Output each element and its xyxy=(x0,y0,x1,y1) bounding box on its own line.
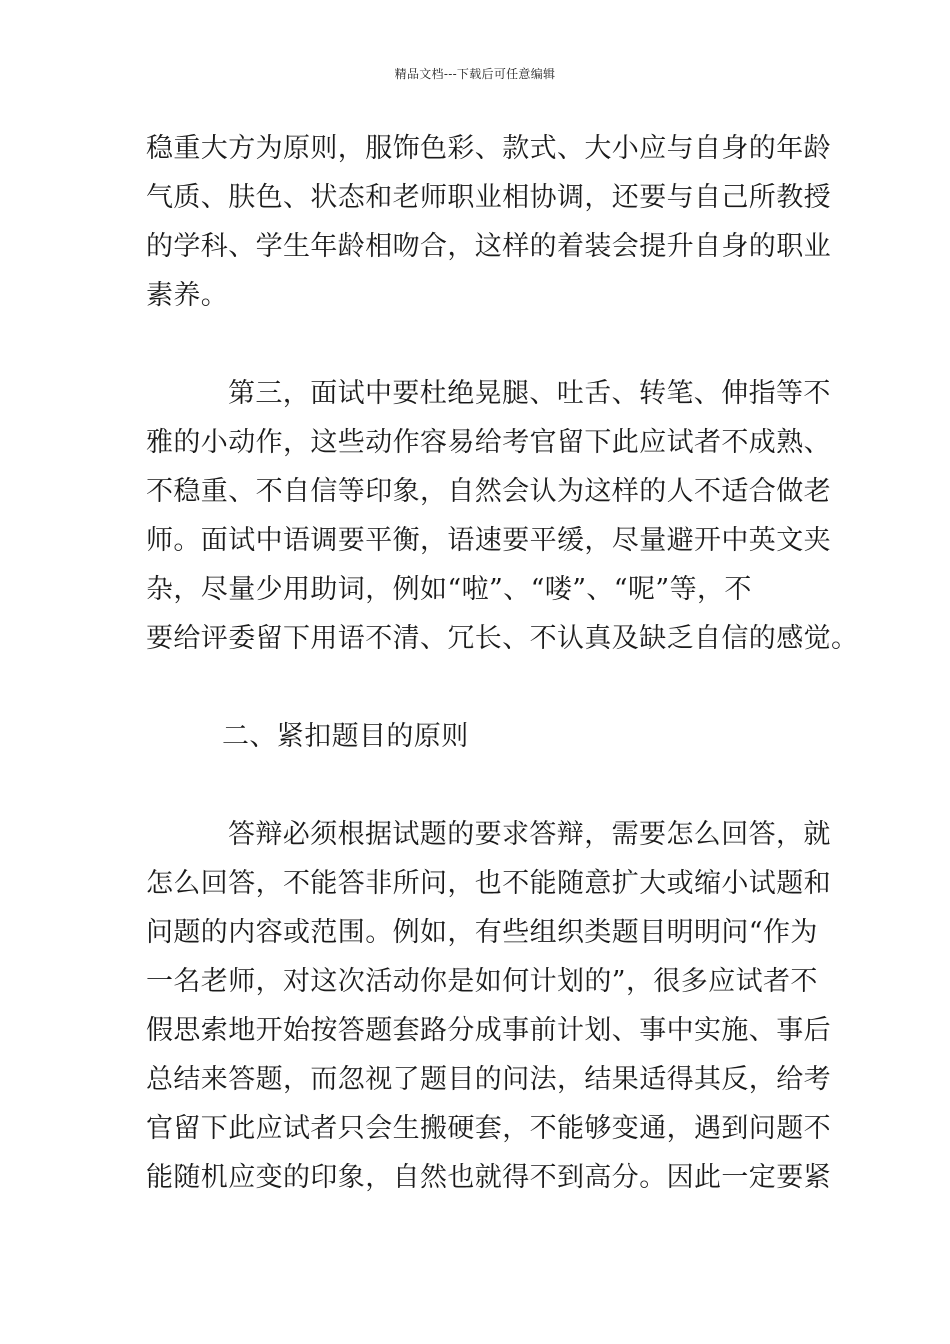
paragraph-line: 答辩必须根据试题的要求答辩，需要怎么回答，就 xyxy=(228,819,831,850)
paragraph-line: 怎么回答，不能答非所问，也不能随意扩大或缩小试题和 xyxy=(146,868,831,899)
paragraph-line: 杂，尽量少用助词，例如“啦”、“喽”、“呢”等，不 xyxy=(146,574,752,605)
paragraph-line: 的学科、学生年龄相吻合，这样的着装会提升自身的职业 xyxy=(146,231,831,262)
paragraph-line: 不稳重、不自信等印象，自然会认为这样的人不适合做老 xyxy=(146,476,831,507)
paragraph-3 xyxy=(146,810,831,1202)
paragraph-spacer xyxy=(146,320,808,369)
paragraph-line: 稳重大方为原则，服饰色彩、款式、大小应与自身的年龄 xyxy=(146,133,831,164)
paragraph-line: 要给评委留下用语不清、冗长、不认真及缺乏自信的感觉。 xyxy=(146,623,859,654)
page-header: 精品文档---下载后可任意编辑 xyxy=(394,67,556,81)
paragraph-line: 雅的小动作，这些动作容易给考官留下此应试者不成熟、 xyxy=(146,427,831,458)
paragraph-line: 第三，面试中要杜绝晃腿、吐舌、转笔、伸指等不 xyxy=(228,378,831,409)
paragraph-line: 问题的内容或范围。例如，有些组织类题目明明问“作为 xyxy=(146,917,818,948)
paragraph-2 xyxy=(146,369,859,663)
paragraph-line: 总结来答题，而忽视了题目的问法，结果适得其反，给考 xyxy=(146,1064,831,1095)
paragraph-line: 气质、肤色、状态和老师职业相协调，还要与自己所教授 xyxy=(146,182,831,213)
paragraph-line: 一名老师，对这次活动你是如何计划的”，很多应试者不 xyxy=(146,966,818,997)
paragraph-1 xyxy=(146,124,831,320)
paragraph-line: 素养。 xyxy=(146,280,229,311)
section-heading: 二、紧扣题目的原则 xyxy=(222,721,469,752)
paragraph-line: 假思索地开始按答题套路分成事前计划、事中实施、事后 xyxy=(146,1015,831,1046)
paragraph-spacer xyxy=(146,663,808,712)
paragraph-line: 官留下此应试者只会生搬硬套，不能够变通，遇到问题不 xyxy=(146,1113,831,1144)
paragraph-line: 师。面试中语调要平衡，语速要平缓，尽量避开中英文夹 xyxy=(146,525,831,556)
document-body xyxy=(146,124,859,1202)
paragraph-line: 能随机应变的印象，自然也就得不到高分。因此一定要紧 xyxy=(146,1162,831,1193)
paragraph-spacer xyxy=(146,761,808,810)
